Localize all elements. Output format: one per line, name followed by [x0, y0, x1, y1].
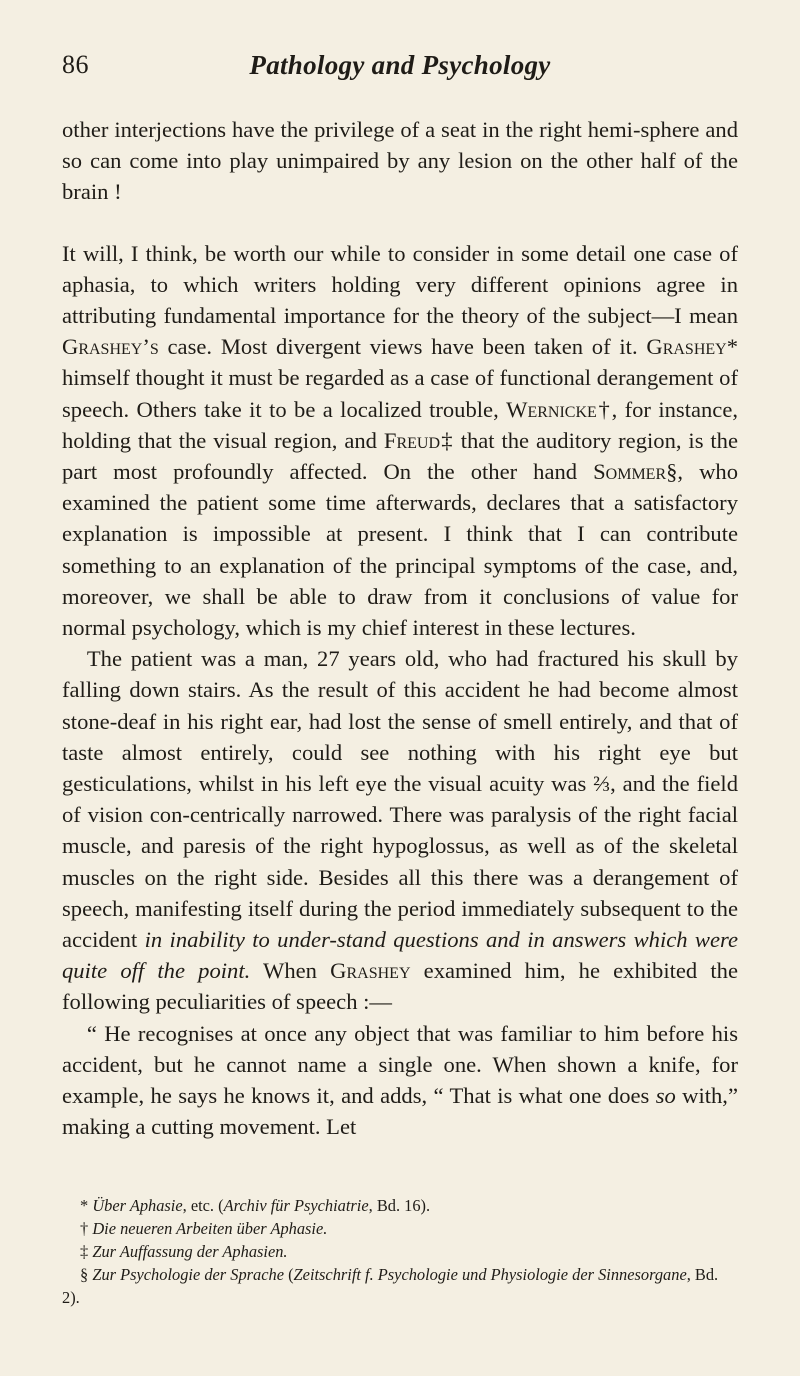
- author-name-grashey: Grashey’s: [62, 334, 159, 360]
- text-run: The patient was a man, 27 years old, who had fractured his skull by falling down stairs. As the result of this accident he had become almost stone-deaf in his right ear, had lost the sense of smell entirely, and that of taste almost entirely, could see nothing with his right eye but gesticulations, whilst in his left eye the visual acuity was ⅔, and the field of vision con-centrically narrowed. There was paralysis of the right facial muscle, and paresis of the right hypoglossus, as well as of the skeletal muscles on the right side. Besides all this there was a derangement of speech, manifesting itself during the period immediately subsequent to the accident: [62, 646, 738, 953]
- emphasis-text: in inability to under-stand questions and in answers which were quite off the point.: [62, 927, 738, 984]
- footnote: [62, 1240, 738, 1263]
- paragraph-grashey-case: [62, 238, 738, 644]
- running-title: Pathology and Psychology: [249, 50, 551, 80]
- footnote-title: Die neueren Arbeiten über Aphasie.: [92, 1219, 328, 1238]
- paragraph-patient: [62, 643, 738, 1017]
- page-number: 86: [62, 50, 89, 79]
- footnote-title: Über Aphasie: [92, 1196, 183, 1215]
- text-run: “ He recognises at once any object that was familiar to him before his accident, but he cannot name a single one. When shown a knife, for example, he says he knows it, and adds, “ That is what one does: [62, 1020, 738, 1109]
- paragraph-quotation: [62, 1018, 738, 1143]
- footnote: [62, 1194, 738, 1217]
- footnotes: [62, 1194, 738, 1309]
- footnote-mark: †: [80, 1219, 93, 1238]
- footnote-text: , Bd. 2).: [62, 1265, 719, 1307]
- text-run: with,” making a cutting movement. Let: [62, 1083, 738, 1140]
- text-run: that the auditory region, is the part most profoundly affected. On the other hand: [62, 427, 738, 485]
- body-text: [62, 114, 738, 1143]
- footnote-title: Zur Psychologie der Sprache: [92, 1265, 284, 1284]
- author-name-grashey: Grashey*: [646, 334, 738, 360]
- footnote-text: , etc. (: [182, 1196, 224, 1215]
- text-run: , for instance, holding that the visual region, and: [62, 396, 738, 453]
- footnote: [62, 1217, 738, 1240]
- footnote-journal: Zeitschrift f. Psychologie und Physiologie der Sinnesorgane: [293, 1265, 687, 1284]
- footnote-mark: ‡: [80, 1242, 93, 1261]
- footnote-mark: §: [80, 1265, 93, 1284]
- paragraph-gap: [62, 208, 738, 238]
- footnote-title: Zur Auffassung der Aphasien.: [92, 1242, 288, 1261]
- text-run: It will, I think, be worth our while to consider in some detail one case of aphasia, to which writers holding very different opinions agree in attributing fundamental importance for the theory of the subject—I mean: [62, 240, 738, 329]
- author-name-grashey: Grashey: [330, 958, 411, 984]
- emphasis-text: so: [655, 1083, 676, 1109]
- text-run: himself thought it must be regarded as a case of functional derangement of speech. Others take it to be a localized trouble,: [62, 365, 738, 422]
- author-name-wernicke: Wernicke†: [506, 396, 612, 422]
- footnote-mark: *: [80, 1196, 93, 1215]
- text-run: When: [250, 958, 331, 984]
- text-run: case. Most divergent views have been taken of it.: [158, 334, 647, 360]
- page-header: [62, 50, 738, 90]
- footnote-text: , Bd. 16).: [368, 1196, 431, 1215]
- footnote-text: (: [283, 1265, 294, 1284]
- text-run: examined him, he exhibited the following peculiarities of speech :—: [62, 958, 739, 1015]
- author-name-freud: Freud‡: [383, 427, 454, 453]
- text-run: , who examined the patient some time afterwards, declares that a satisfactory explanation is impossible at present. I think that I can contribute something to an explanation of the principal symptoms of the case, and, moreover, we shall be able to draw from it conclusions of value for normal psychology, which is my chief interest in these lectures.: [62, 459, 738, 641]
- author-name-sommer: Sommer§: [593, 459, 678, 485]
- footnote: [62, 1263, 738, 1309]
- footnote-journal: Archiv für Psychiatrie: [223, 1196, 369, 1215]
- paragraph-continued: other interjections have the privilege of a seat in the right hemi-sphere and so can come into play unimpaired by any lesion on the other half of the brain !: [62, 117, 738, 205]
